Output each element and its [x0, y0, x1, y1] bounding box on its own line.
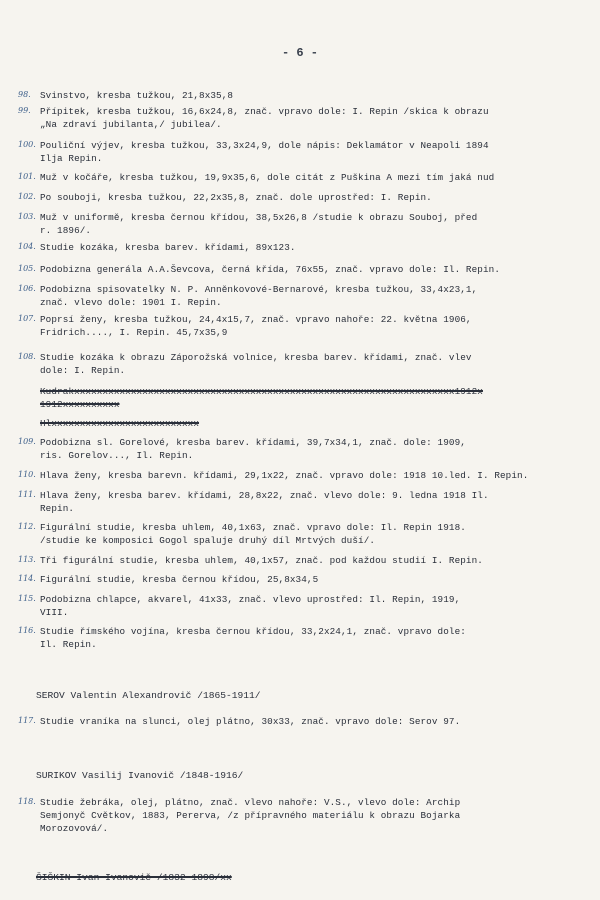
entry-text: Figurální studie, kresba uhlem, 40,1x63, znač. vpravo dole: Il. Repin 1918.: [40, 522, 466, 533]
entry-text: Tři figurální studie, kresba uhlem, 40,1x57, znač. pod každou studií I. Repin.: [40, 555, 483, 566]
entry-number: 109.: [18, 437, 36, 446]
entry-number: 110.: [18, 470, 36, 479]
entry-text: Figurální studie, kresba černou křídou, 25,8x34,5: [40, 574, 319, 585]
entry-text: znač. vlevo dole: 1901 I. Repin.: [40, 297, 222, 308]
entry-number: 117.: [18, 716, 36, 725]
struck-heading: ŠIŠKIN Ivan Ivanovič /1832-1898/xx: [36, 872, 232, 883]
entry-number: 101.: [18, 172, 36, 181]
entry-number: 111.: [18, 490, 36, 499]
entry-text: Studie kozáka k obrazu Záporožská volnice, kresba barev. křídami, znač. vlev: [40, 352, 472, 363]
entry-text: r. 1896/.: [40, 225, 92, 236]
artist-heading: SURIKOV Vasilij Ivanovič /1848-1916/: [36, 770, 244, 781]
entry-text: Podobizna sl. Gorelové, kresba barev. křídami, 39,7x34,1, znač. dole: 1909,: [40, 437, 466, 448]
artist-heading: SEROV Valentin Alexandrovič /1865-1911/: [36, 690, 261, 701]
entry-text: Po souboji, kresba tužkou, 22,2x35,8, znač. dole uprostřed: I. Repin.: [40, 192, 432, 203]
entry-text: Ilja Repin.: [40, 153, 103, 164]
struck-line: Hlxxxxxxxxxxxxxxxxxxxxxxxxxx: [40, 418, 200, 429]
entry-text: Semjonyč Cvětkov, 1883, Pererva, /z přípravného materiálu k obrazu Bojarka: [40, 810, 461, 821]
entry-text: „Na zdraví jubilanta,/ jubilea/.: [40, 119, 222, 130]
entry-number: 114.: [18, 574, 36, 583]
entry-number: 112.: [18, 522, 36, 531]
entry-text: Svinstvo, kresba tužkou, 21,8x35,8: [40, 90, 234, 101]
entry-text: Studie vraníka na slunci, olej plátno, 30x33, znač. vpravo dole: Serov 97.: [40, 716, 461, 727]
entry-text: Podobizna spisovatelky N. P. Anněnkovové-Bernarové, kresba tužkou, 33,4x23,1,: [40, 284, 478, 295]
entry-text: /studie ke komposici Gogol spaluje druhý díl Mrtvých duší/.: [40, 535, 376, 546]
entry-text: Podobizna chlapce, akvarel, 41x33, znač. vlevo uprostřed: Il. Repin, 1919,: [40, 594, 461, 605]
entry-text: ris. Gorelov..., Il. Repin.: [40, 450, 194, 461]
entry-number: 102.: [18, 192, 36, 201]
entry-text: Hlava ženy, kresba barevn. křídami, 29,1x22, znač. vpravo dole: 1918 10.led. I. Repin.: [40, 470, 529, 481]
entry-text: Podobizna generála A.A.Ševcova, černá křída, 76x55, znač. vpravo dole: Il. Repin.: [40, 264, 501, 275]
entry-text: Pouliční výjev, kresba tužkou, 33,3x24,9, dole nápis: Deklamátor v Neapoli 1894: [40, 140, 489, 151]
entry-text: VIII.: [40, 607, 69, 618]
entry-text: Muž v uniformě, kresba černou křídou, 38,5x26,8 /studie k obrazu Souboj, před: [40, 212, 478, 223]
struck-line: Kudrakxxxxxxxxxxxxxxxxxxxxxxxxxxxxxxxxxxxxxxxxxxxxxxxxxxxxxxxxxxxxxxxxxxx1912x: [40, 386, 483, 397]
entry-text: Il. Repin.: [40, 639, 97, 650]
entry-number: 104.: [18, 242, 36, 251]
entry-text: Studie žebráka, olej, plátno, znač. vlevo nahoře: V.S., vlevo dole: Archip: [40, 797, 461, 808]
entry-text: Morozovová/.: [40, 823, 109, 834]
entry-number: 116.: [18, 626, 36, 635]
entry-text: Poprsí ženy, kresba tužkou, 24,4x15,7, znač. vpravo nahoře: 22. května 1906,: [40, 314, 472, 325]
entry-number: 99.: [18, 106, 31, 115]
page-number: - 6 -: [281, 46, 318, 60]
entry-text: Fridrich...., I. Repin. 45,7x35,9: [40, 327, 228, 338]
entry-number: 105.: [18, 264, 36, 273]
entry-number: 100.: [18, 140, 36, 149]
entry-text: Repin.: [40, 503, 75, 514]
entry-number: 106.: [18, 284, 36, 293]
entry-number: 103.: [18, 212, 36, 221]
entry-number: 107.: [18, 314, 36, 323]
struck-line: 1912xxxxxxxxxx: [40, 399, 120, 410]
entry-text: Studie římského vojína, kresba černou křídou, 33,2x24,1, znač. vpravo dole:: [40, 626, 466, 637]
entry-number: 118.: [18, 797, 36, 806]
entry-text: Přípitek, kresba tužkou, 16,6x24,8, znač. vpravo dole: I. Repin /skica k obrazu: [40, 106, 489, 117]
entry-text: Hlava ženy, kresba barev. křídami, 28,8x22, znač. vlevo dole: 9. ledna 1918 Il.: [40, 490, 489, 501]
entry-number: 108.: [18, 352, 36, 361]
entry-text: Muž v kočáře, kresba tužkou, 19,9x35,6, dole citát z Puškina A mezi tím jaká nud: [40, 172, 495, 183]
entry-number: 113.: [18, 555, 36, 564]
entry-text: Studie kozáka, kresba barev. křídami, 89x123.: [40, 242, 296, 253]
entry-text: dole: I. Repin.: [40, 365, 126, 376]
entry-number: 98.: [18, 90, 31, 99]
entry-number: 115.: [18, 594, 36, 603]
